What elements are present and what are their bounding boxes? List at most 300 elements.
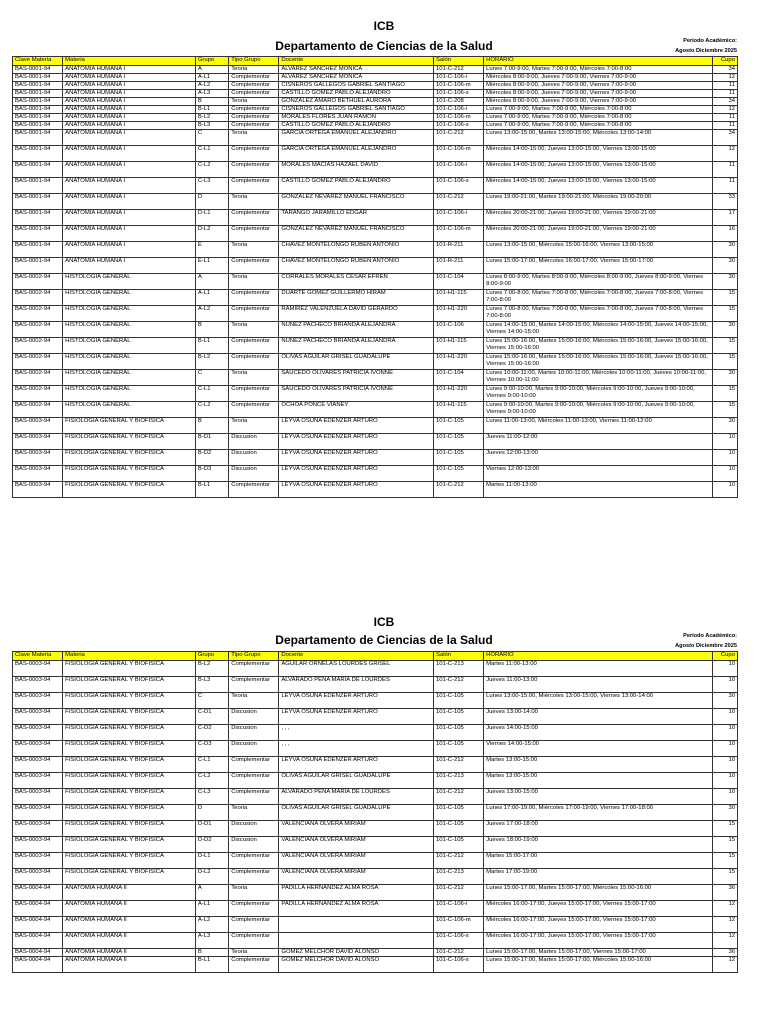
cell-clave-materia: BAS-0002-94 xyxy=(13,354,63,370)
academic-period-label: Periodo Académico: xyxy=(683,38,737,44)
column-header-grupo: Grupo xyxy=(195,57,228,66)
table-row xyxy=(13,693,738,709)
cell-materia: FISIOLOGIA GENERAL Y BIOFISICA xyxy=(63,661,196,677)
table-row xyxy=(13,210,738,226)
cell-salon: 101-C-105 xyxy=(433,418,483,434)
cell-docente: CHAVEZ MONTELONGO RUBEN ANTONIO xyxy=(279,242,434,258)
table-row xyxy=(13,114,738,122)
table-row xyxy=(13,885,738,901)
cell-clave-materia: BAS-0004-94 xyxy=(13,885,63,901)
cell-tipo-grupo: Teoria xyxy=(229,322,279,338)
cell-horario: Lunes 9:00-10:00, Martes 9:00-10:00, Miércoles 9:00-10:00, Jueves 9:00-10:00, Viernes 9:00-10:00 xyxy=(484,402,713,418)
cell-grupo: C-L2 xyxy=(195,402,228,418)
cell-docente: LEYVA OSUNA EDENZER ARTURO xyxy=(279,709,434,725)
cell-cupo: 15 xyxy=(712,306,737,322)
table-row xyxy=(13,869,738,885)
academic-period-value: Agosto Diciembre 2025 xyxy=(675,643,737,649)
cell-horario: Lunes 15:00-17:00, Martes 15:00-17:00, Miércoles 15:00-16:00 xyxy=(484,957,713,973)
table-row xyxy=(13,66,738,74)
cell-clave-materia: BAS-0003-94 xyxy=(13,418,63,434)
cell-salon: 101-C-106-s xyxy=(433,122,483,130)
cell-grupo: C-D2 xyxy=(195,725,228,741)
cell-grupo: C-L2 xyxy=(195,162,228,178)
table-row xyxy=(13,466,738,482)
column-header-docente: Docente xyxy=(279,57,434,66)
cell-cupo: 10 xyxy=(712,725,737,741)
cell-salon: 101-C-106-s xyxy=(433,933,483,949)
cell-materia: ANATOMIA HUMANA I xyxy=(63,258,196,274)
cell-grupo: B-L1 xyxy=(195,957,228,973)
cell-tipo-grupo: Teoria xyxy=(229,949,279,957)
cell-docente: GOMEZ MELCHOR DAVID ALONSO xyxy=(279,949,434,957)
cell-tipo-grupo: Complementar xyxy=(229,661,279,677)
cell-materia: FISIOLOGIA GENERAL Y BIOFISICA xyxy=(63,434,196,450)
cell-materia: ANATOMIA HUMANA I xyxy=(63,74,196,82)
cell-salon: 101-C-105 xyxy=(433,837,483,853)
cell-clave-materia: BAS-0003-94 xyxy=(13,434,63,450)
cell-grupo: B-L2 xyxy=(195,661,228,677)
cell-clave-materia: BAS-0001-94 xyxy=(13,194,63,210)
cell-horario: Miércoles 14:00-15:00, Jueves 13:00-15:00, Viernes 13:00-15:00 xyxy=(484,178,713,194)
cell-salon: 101-C-105 xyxy=(433,450,483,466)
cell-docente: , , , xyxy=(279,725,434,741)
cell-tipo-grupo: Complementar xyxy=(229,354,279,370)
cell-salon: 101-C-106-s xyxy=(433,178,483,194)
cell-salon: 101-C-106-m xyxy=(433,226,483,242)
cell-horario: Martes 11:00-13:00 xyxy=(484,661,713,677)
cell-materia: ANATOMIA HUMANA I xyxy=(63,130,196,146)
cell-grupo: E xyxy=(195,242,228,258)
cell-cupo: 12 xyxy=(712,146,737,162)
cell-clave-materia: BAS-0003-94 xyxy=(13,450,63,466)
cell-clave-materia: BAS-0001-94 xyxy=(13,162,63,178)
cell-tipo-grupo: Complementar xyxy=(229,402,279,418)
cell-cupo: 11 xyxy=(712,162,737,178)
cell-cupo: 30 xyxy=(712,370,737,386)
cell-grupo: B-L1 xyxy=(195,106,228,114)
table-row xyxy=(13,418,738,434)
cell-salon: 101-C-212 xyxy=(433,677,483,693)
cell-grupo: E-L1 xyxy=(195,258,228,274)
cell-salon: 101-C-104 xyxy=(433,370,483,386)
cell-materia: ANATOMIA HUMANA I xyxy=(63,114,196,122)
cell-tipo-grupo: Complementar xyxy=(229,226,279,242)
cell-clave-materia: BAS-0001-94 xyxy=(13,226,63,242)
cell-materia: ANATOMIA HUMANA I xyxy=(63,162,196,178)
cell-docente: NUÑEZ PACHECO BRIANDA ALEJANDRA xyxy=(279,322,434,338)
cell-docente: VALENCIANA OLVERA MIRIAM xyxy=(279,821,434,837)
cell-tipo-grupo: Teoria xyxy=(229,130,279,146)
cell-materia: FISIOLOGIA GENERAL Y BIOFISICA xyxy=(63,789,196,805)
cell-salon: 101-C-212 xyxy=(433,853,483,869)
table-row xyxy=(13,917,738,933)
column-header-clave-materia: Clave Materia xyxy=(13,652,63,661)
cell-docente: PADILLA HERNANDEZ ALMA ROSA xyxy=(279,901,434,917)
cell-cupo: 15 xyxy=(712,853,737,869)
cell-tipo-grupo: Complementar xyxy=(229,773,279,789)
cell-grupo: C-D1 xyxy=(195,709,228,725)
cell-salon: 101-H1-115 xyxy=(433,290,483,306)
cell-clave-materia: BAS-0002-94 xyxy=(13,274,63,290)
cell-clave-materia: BAS-0004-94 xyxy=(13,949,63,957)
cell-salon: 101-C-106-m xyxy=(433,146,483,162)
cell-tipo-grupo: Complementar xyxy=(229,82,279,90)
cell-salon: 101-H1-115 xyxy=(433,338,483,354)
cell-salon: 101-C-105 xyxy=(433,725,483,741)
cell-cupo: 10 xyxy=(712,450,737,466)
table-row xyxy=(13,402,738,418)
cell-tipo-grupo: Complementar xyxy=(229,677,279,693)
cell-clave-materia: BAS-0003-94 xyxy=(13,869,63,885)
cell-materia: ANATOMIA HUMANA II xyxy=(63,885,196,901)
cell-materia: ANATOMIA HUMANA I xyxy=(63,66,196,74)
cell-grupo: B-D2 xyxy=(195,450,228,466)
cell-grupo: D-L1 xyxy=(195,853,228,869)
cell-docente: RAMIREZ VALENZUELA DAVID GERARDO xyxy=(279,306,434,322)
cell-cupo: 16 xyxy=(712,226,737,242)
cell-tipo-grupo: Complementar xyxy=(229,162,279,178)
column-header-materia: Materia xyxy=(63,57,196,66)
cell-cupo: 11 xyxy=(712,82,737,90)
column-header-materia: Materia xyxy=(63,652,196,661)
cell-grupo: A-L1 xyxy=(195,290,228,306)
cell-salon: 101-C-106-i xyxy=(433,210,483,226)
cell-salon: 101-C-212 xyxy=(433,885,483,901)
cell-clave-materia: BAS-0001-94 xyxy=(13,122,63,130)
cell-grupo: C xyxy=(195,370,228,386)
cell-docente: CISNEROS GALLEGOS GABRIEL SANTIAGO xyxy=(279,106,434,114)
cell-horario: Miércoles 16:00-17:00, Jueves 15:00-17:00, Viernes 15:00-17:00 xyxy=(484,901,713,917)
cell-clave-materia: BAS-0001-94 xyxy=(13,114,63,122)
cell-clave-materia: BAS-0001-94 xyxy=(13,74,63,82)
cell-cupo: 10 xyxy=(712,741,737,757)
cell-materia: ANATOMIA HUMANA II xyxy=(63,933,196,949)
cell-clave-materia: BAS-0003-94 xyxy=(13,853,63,869)
cell-horario: Jueves 12:00-13:00 xyxy=(484,450,713,466)
cell-horario: Lunes 10:00-11:00, Martes 10:00-11:00, Miércoles 10:00-11:00, Jueves 10:00-11:00, Viernes 10:00-11:00 xyxy=(484,370,713,386)
cell-salon: 101-C-213 xyxy=(433,773,483,789)
cell-materia: FISIOLOGIA GENERAL Y BIOFISICA xyxy=(63,709,196,725)
cell-clave-materia: BAS-0002-94 xyxy=(13,306,63,322)
cell-clave-materia: BAS-0003-94 xyxy=(13,757,63,773)
cell-docente: CISNEROS GALLEGOS GABRIEL SANTIAGO xyxy=(279,82,434,90)
cell-salon: 101-C-106-s xyxy=(433,90,483,98)
cell-grupo: A-L2 xyxy=(195,917,228,933)
schedule-table xyxy=(12,651,738,973)
cell-clave-materia: BAS-0001-94 xyxy=(13,210,63,226)
cell-materia: FISIOLOGIA GENERAL Y BIOFISICA xyxy=(63,741,196,757)
cell-cupo: 12 xyxy=(712,957,737,973)
column-header-docente: Docente xyxy=(279,652,434,661)
column-header-horario: HORARIO xyxy=(484,652,713,661)
cell-materia: ANATOMIA HUMANA I xyxy=(63,122,196,130)
cell-docente: ALVAREZ SANCHEZ MONICA xyxy=(279,74,434,82)
cell-docente: LEYVA OSUNA EDENZER ARTURO xyxy=(279,466,434,482)
cell-horario: Lunes 15:00-17:00, Martes 15:00-17:00, Viernes 15:00-17:00 xyxy=(484,949,713,957)
cell-docente: GONZALEZ NEVAREZ MANUEL FRANCISCO xyxy=(279,226,434,242)
cell-tipo-grupo: Complementar xyxy=(229,957,279,973)
cell-grupo: B-L3 xyxy=(195,122,228,130)
cell-materia: ANATOMIA HUMANA I xyxy=(63,210,196,226)
cell-salon: 101-C-213 xyxy=(433,869,483,885)
cell-salon: 101-C-212 xyxy=(433,130,483,146)
cell-horario: Lunes 11:00-13:00, Miércoles 11:00-13:00, Viernes 11:00-12:00 xyxy=(484,418,713,434)
cell-materia: ANATOMIA HUMANA I xyxy=(63,178,196,194)
cell-clave-materia: BAS-0002-94 xyxy=(13,386,63,402)
cell-tipo-grupo: Teoria xyxy=(229,98,279,106)
cell-horario: Lunes 15:00-17:00, Martes 15:00-17:00, Miércoles 15:00-16:00 xyxy=(484,885,713,901)
cell-horario: Lunes 13:00-15:00, Miércoles 13:00-15:00, Viernes 13:00-14:00 xyxy=(484,693,713,709)
cell-cupo: 15 xyxy=(712,837,737,853)
cell-tipo-grupo: Teoria xyxy=(229,805,279,821)
table-row xyxy=(13,242,738,258)
cell-tipo-grupo: Teoria xyxy=(229,66,279,74)
cell-materia: ANATOMIA HUMANA I xyxy=(63,98,196,106)
cell-salon: 101-C-105 xyxy=(433,466,483,482)
column-header-salon: Salón xyxy=(433,57,483,66)
cell-horario: Miércoles 20:00-21:00, Jueves 19:00-21:00, Viernes 19:00-21:00 xyxy=(484,226,713,242)
cell-clave-materia: BAS-0004-94 xyxy=(13,901,63,917)
cell-horario: Viernes 12:00-13:00 xyxy=(484,466,713,482)
table-row xyxy=(13,194,738,210)
cell-materia: FISIOLOGIA GENERAL Y BIOFISICA xyxy=(63,821,196,837)
cell-grupo: A-L2 xyxy=(195,306,228,322)
cell-horario: Lunes 13:00-15:00, Miércoles 15:00-16:00, Viernes 13:00-15:00 xyxy=(484,242,713,258)
cell-materia: FISIOLOGIA GENERAL Y BIOFISICA xyxy=(63,450,196,466)
cell-grupo: A-L1 xyxy=(195,74,228,82)
cell-tipo-grupo: Teoria xyxy=(229,274,279,290)
table-row xyxy=(13,773,738,789)
cell-clave-materia: BAS-0003-94 xyxy=(13,709,63,725)
cell-horario: Jueves 13:00-14:00 xyxy=(484,709,713,725)
cell-materia: FISIOLOGIA GENERAL Y BIOFISICA xyxy=(63,418,196,434)
cell-materia: ANATOMIA HUMANA II xyxy=(63,957,196,973)
column-header-tipo-grupo: Tipo Grupo xyxy=(229,57,279,66)
cell-grupo: B xyxy=(195,322,228,338)
cell-docente: OLIVAS AGUILAR GRISEL GUADALUPE xyxy=(279,773,434,789)
academic-period xyxy=(675,36,737,56)
cell-salon: 101-C-212 xyxy=(433,194,483,210)
cell-clave-materia: BAS-0004-94 xyxy=(13,933,63,949)
cell-docente: AGUILAR ORNELAS LOURDES GRISEL xyxy=(279,661,434,677)
cell-docente: ALVARADO PEÑA MARIA DE LOURDES xyxy=(279,677,434,693)
cell-horario: Miércoles 20:00-21:00, Jueves 19:00-21:00, Viernes 19:00-21:00 xyxy=(484,210,713,226)
cell-cupo: 11 xyxy=(712,122,737,130)
cell-docente: LEYVA OSUNA EDENZER ARTURO xyxy=(279,757,434,773)
academic-period-value: Agosto Diciembre 2025 xyxy=(675,48,737,54)
cell-grupo: B-L2 xyxy=(195,114,228,122)
cell-clave-materia: BAS-0003-94 xyxy=(13,821,63,837)
cell-salon: 101-C-212 xyxy=(433,949,483,957)
column-header-salon: Salón xyxy=(433,652,483,661)
cell-materia: ANATOMIA HUMANA II xyxy=(63,901,196,917)
cell-materia: ANATOMIA HUMANA II xyxy=(63,949,196,957)
cell-horario: Lunes 7:00-9:00, Martes 7:00-9:00, Miércoles 7:00-8:00 xyxy=(484,66,713,74)
cell-cupo: 30 xyxy=(712,418,737,434)
cell-horario: Lunes 7:00-8:00, Martes 7:00-8:00, Miércoles 7:00-8:00, Jueves 7:00-8:00, Viernes 7:00-8:00 xyxy=(484,290,713,306)
cell-salon: 101-C-212 xyxy=(433,66,483,74)
cell-cupo: 10 xyxy=(712,773,737,789)
cell-materia: ANATOMIA HUMANA I xyxy=(63,242,196,258)
table-row xyxy=(13,789,738,805)
cell-tipo-grupo: Complementar xyxy=(229,106,279,114)
table-row xyxy=(13,226,738,242)
cell-cupo: 17 xyxy=(712,210,737,226)
cell-tipo-grupo: Discusion xyxy=(229,837,279,853)
cell-horario: Lunes 15:00-17:00, Miércoles 16:00-17:00, Viernes 15:00-17:00 xyxy=(484,258,713,274)
cell-docente: CORRALES MORALES CESAR EFREN xyxy=(279,274,434,290)
cell-salon: 101-C-212 xyxy=(433,789,483,805)
cell-tipo-grupo: Complementar xyxy=(229,290,279,306)
cell-grupo: A-L3 xyxy=(195,933,228,949)
cell-cupo: 10 xyxy=(712,789,737,805)
table-row xyxy=(13,853,738,869)
table-header-row xyxy=(13,57,738,66)
cell-grupo: A-L1 xyxy=(195,901,228,917)
cell-salon: 101-C-106-i xyxy=(433,74,483,82)
cell-materia: FISIOLOGIA GENERAL Y BIOFISICA xyxy=(63,805,196,821)
column-header-clave-materia: Clave Materia xyxy=(13,57,63,66)
table-row xyxy=(13,322,738,338)
table-row xyxy=(13,957,738,973)
cell-materia: ANATOMIA HUMANA II xyxy=(63,917,196,933)
cell-materia: FISIOLOGIA GENERAL Y BIOFISICA xyxy=(63,773,196,789)
cell-horario: Jueves 13:00-15:00 xyxy=(484,789,713,805)
cell-salon: 101-C-212 xyxy=(433,757,483,773)
cell-grupo: C-L1 xyxy=(195,146,228,162)
table-row xyxy=(13,386,738,402)
cell-clave-materia: BAS-0003-94 xyxy=(13,773,63,789)
cell-materia: FISIOLOGIA GENERAL Y BIOFISICA xyxy=(63,677,196,693)
cell-docente: ALVAREZ SANCHEZ MONICA xyxy=(279,66,434,74)
cell-horario: Jueves 14:00-15:00 xyxy=(484,725,713,741)
cell-docente: PADILLA HERNANDEZ ALMA ROSA xyxy=(279,885,434,901)
cell-clave-materia: BAS-0003-94 xyxy=(13,741,63,757)
cell-clave-materia: BAS-0003-94 xyxy=(13,482,63,498)
cell-docente xyxy=(279,917,434,933)
cell-docente: OCHOA PONCE VIANEY xyxy=(279,402,434,418)
cell-clave-materia: BAS-0003-94 xyxy=(13,805,63,821)
cell-materia: FISIOLOGIA GENERAL Y BIOFISICA xyxy=(63,466,196,482)
cell-salon: 101-C-106-i xyxy=(433,162,483,178)
cell-clave-materia: BAS-0003-94 xyxy=(13,837,63,853)
cell-grupo: C-L1 xyxy=(195,757,228,773)
cell-horario: Miércoles 16:00-17:00, Jueves 15:00-17:00, Viernes 15:00-17:00 xyxy=(484,933,713,949)
cell-docente: CASTILLO GOMEZ PABLO ALEJANDRO xyxy=(279,178,434,194)
cell-salon: 101-C-105 xyxy=(433,741,483,757)
cell-horario: Lunes 7:00-9:00, Martes 7:00-9:00, Miércoles 7:00-8:00 xyxy=(484,114,713,122)
column-header-cupo: Cupo xyxy=(712,652,737,661)
cell-clave-materia: BAS-0001-94 xyxy=(13,146,63,162)
table-row xyxy=(13,482,738,498)
cell-cupo: 12 xyxy=(712,106,737,114)
cell-docente: VALENCIANA OLVERA MIRIAM xyxy=(279,837,434,853)
cell-horario: Lunes 7:00-8:00, Martes 7:00-8:00, Miércoles 7:00-8:00, Jueves 7:00-8:00, Viernes 7:00-8:00 xyxy=(484,306,713,322)
cell-tipo-grupo: Complementar xyxy=(229,74,279,82)
cell-grupo: B xyxy=(195,98,228,106)
cell-clave-materia: BAS-0002-94 xyxy=(13,338,63,354)
table-row xyxy=(13,146,738,162)
cell-salon: 101-H1-220 xyxy=(433,354,483,370)
cell-clave-materia: BAS-0003-94 xyxy=(13,725,63,741)
cell-cupo: 30 xyxy=(712,258,737,274)
table-row xyxy=(13,290,738,306)
table-body xyxy=(13,66,738,498)
cell-cupo: 10 xyxy=(712,466,737,482)
cell-docente: SAUCEDO OLIVARES PATRICIA IVONNE xyxy=(279,370,434,386)
cell-grupo: B xyxy=(195,418,228,434)
cell-docente: GARCIA ORTEGA EMANUEL ALEJANDRO xyxy=(279,146,434,162)
table-row xyxy=(13,162,738,178)
cell-docente: GONZALEZ AMARO BETHUEL AURORA xyxy=(279,98,434,106)
cell-materia: HISTOLOGIA GENERAL xyxy=(63,338,196,354)
column-header-cupo: Cupo xyxy=(712,57,737,66)
table-row xyxy=(13,354,738,370)
cell-grupo: B-L1 xyxy=(195,482,228,498)
cell-cupo: 15 xyxy=(712,338,737,354)
cell-tipo-grupo: Complementar xyxy=(229,757,279,773)
table-row xyxy=(13,274,738,290)
cell-materia: FISIOLOGIA GENERAL Y BIOFISICA xyxy=(63,725,196,741)
table-row xyxy=(13,338,738,354)
table-row xyxy=(13,130,738,146)
cell-cupo: 10 xyxy=(712,677,737,693)
cell-cupo: 30 xyxy=(712,274,737,290)
cell-docente: CASTILLO GOMEZ PABLO ALEJANDRO xyxy=(279,90,434,98)
cell-tipo-grupo: Complementar xyxy=(229,306,279,322)
institution-title: ICB xyxy=(373,615,395,629)
page-header xyxy=(0,0,768,55)
cell-docente: MORALES FLORES JUAN RAMON xyxy=(279,114,434,122)
cell-cupo: 34 xyxy=(712,98,737,106)
cell-cupo: 15 xyxy=(712,402,737,418)
cell-grupo: C-L3 xyxy=(195,789,228,805)
cell-grupo: C-L2 xyxy=(195,773,228,789)
table-row xyxy=(13,306,738,322)
cell-clave-materia: BAS-0001-94 xyxy=(13,242,63,258)
cell-cupo: 15 xyxy=(712,821,737,837)
cell-tipo-grupo: Complementar xyxy=(229,178,279,194)
cell-tipo-grupo: Discusion xyxy=(229,434,279,450)
table-row xyxy=(13,677,738,693)
table-row xyxy=(13,821,738,837)
cell-salon: 101-C-105 xyxy=(433,805,483,821)
cell-grupo: B xyxy=(195,949,228,957)
cell-grupo: D xyxy=(195,805,228,821)
cell-docente: , , , xyxy=(279,741,434,757)
cell-materia: FISIOLOGIA GENERAL Y BIOFISICA xyxy=(63,837,196,853)
cell-cupo: 10 xyxy=(712,709,737,725)
cell-materia: ANATOMIA HUMANA I xyxy=(63,90,196,98)
cell-docente: NUÑEZ PACHECO BRIANDA ALEJANDRA xyxy=(279,338,434,354)
cell-tipo-grupo: Complementar xyxy=(229,122,279,130)
cell-clave-materia: BAS-0003-94 xyxy=(13,677,63,693)
cell-grupo: B-L2 xyxy=(195,354,228,370)
cell-materia: HISTOLOGIA GENERAL xyxy=(63,386,196,402)
cell-horario: Lunes 8:00-9:00, Martes 8:00-9:00, Miércoles 8:00-9:00, Jueves 8:00-9:00, Viernes 8:00-9:00 xyxy=(484,274,713,290)
cell-grupo: D-L2 xyxy=(195,226,228,242)
cell-materia: FISIOLOGIA GENERAL Y BIOFISICA xyxy=(63,693,196,709)
cell-horario: Martes 15:00-17:00 xyxy=(484,853,713,869)
cell-docente: VALENCIANA OLVERA MIRIAM xyxy=(279,869,434,885)
cell-docente: ALVARADO PEÑA MARIA DE LOURDES xyxy=(279,789,434,805)
cell-horario: Lunes 15:00-16:00, Martes 15:00-16:00, Miércoles 15:00-16:00, Jueves 15:00-16:00, Viernes 15:00-16:00 xyxy=(484,354,713,370)
cell-docente: OLIVAS AGUILAR GRISEL GUADALUPE xyxy=(279,805,434,821)
cell-materia: FISIOLOGIA GENERAL Y BIOFISICA xyxy=(63,853,196,869)
cell-tipo-grupo: Teoria xyxy=(229,885,279,901)
cell-grupo: B-L3 xyxy=(195,677,228,693)
cell-salon: 101-H1-220 xyxy=(433,306,483,322)
